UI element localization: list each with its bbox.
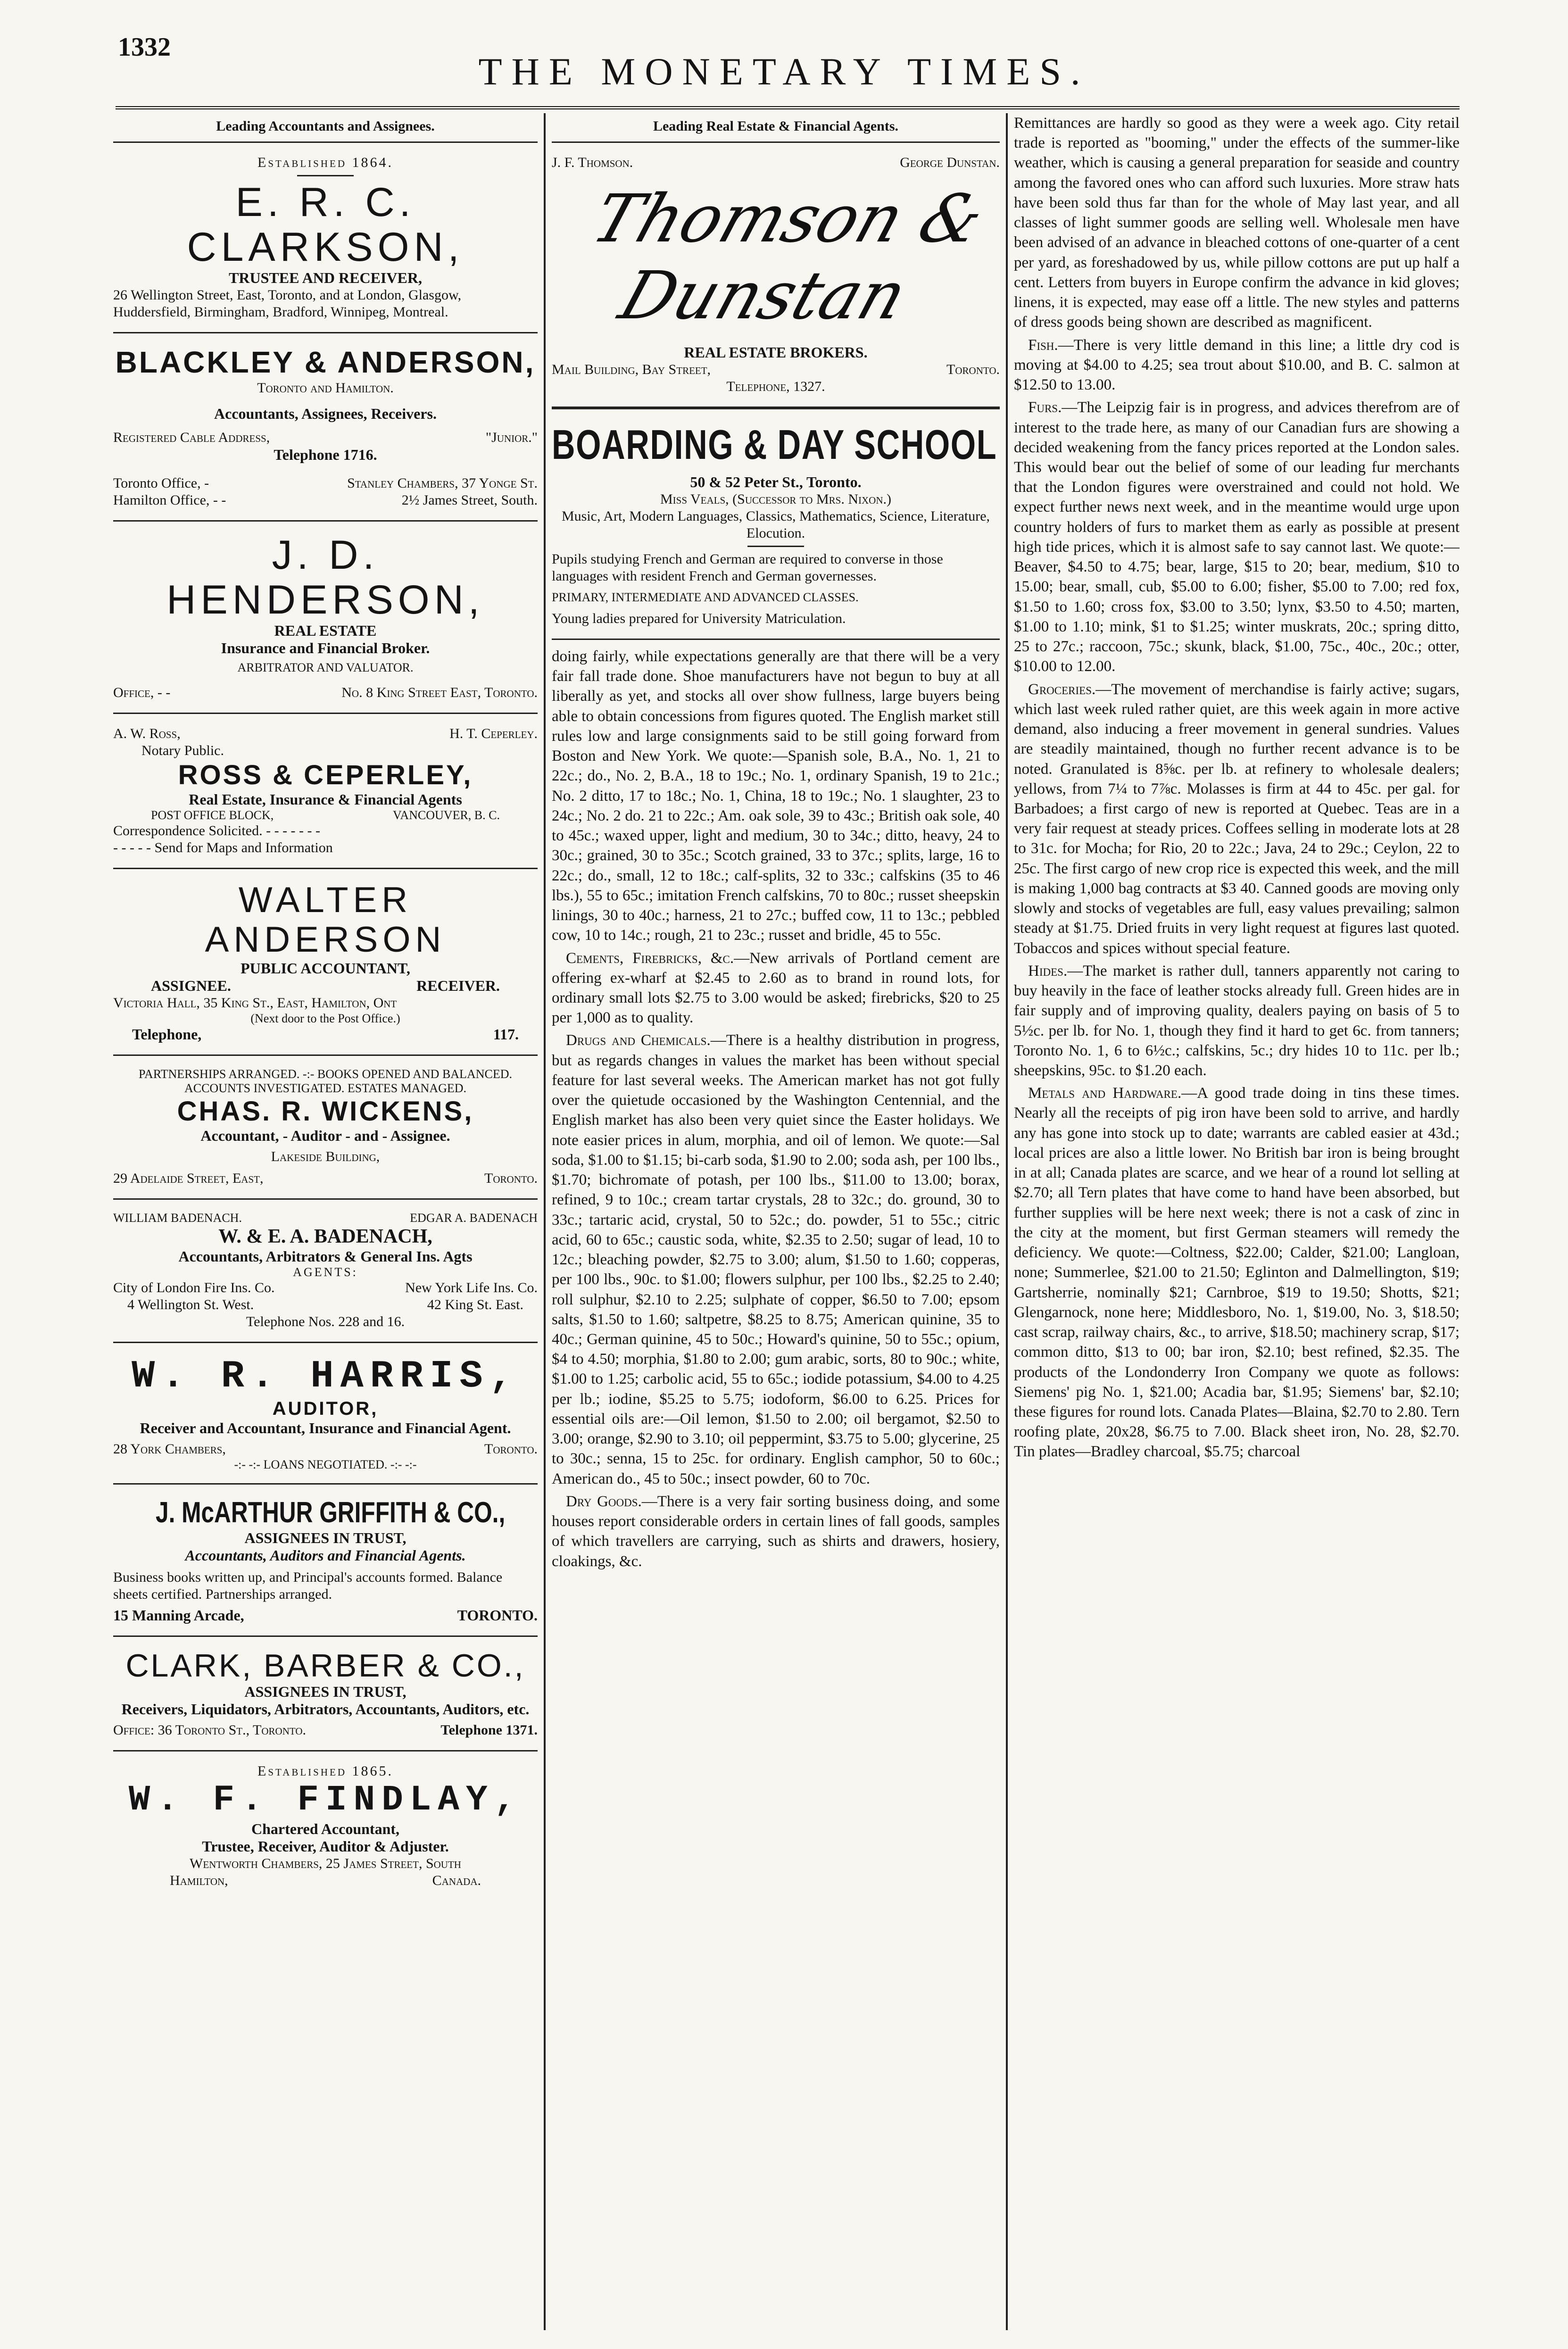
agent-name: City of London Fire Ins. Co. [113, 1279, 275, 1295]
address-left: 15 Manning Arcade, [113, 1606, 244, 1624]
address-left: POST OFFICE BLOCK, [151, 808, 274, 822]
address-right: Toronto. [946, 362, 1000, 377]
market-report [552, 647, 1000, 1571]
paragraph-text: Remittances are hardly so good as they were a week ago. City retail trade is reported as "booming," under the effects of the summer-like weather, which is causing a general preparation for seaside and country among the favored ones who can afford such luxuries. More straw hats have been sold thus far than for the whole of May last year, and all classes of light summer goods are selling well. Wholesale men have been advised of an advance in bleached cottons of one-quarter of a cent per yard, as foreshadowed by us, while pillow cottons are put up half a cent. Letters from buyers in Europe confirm the advance in kid gloves; linens, it is expected, may ease off a little. The new styles and patterns of dress goods being shown are described as magnificent. [1014, 115, 1460, 331]
telephone-row [113, 1026, 538, 1043]
advertiser-description: Business books written up, and Principal's accounts formed. Balance sheets certified. Partnerships arranged. [113, 1569, 503, 1602]
ad-clarkson [113, 149, 538, 325]
report-paragraph [1014, 398, 1460, 676]
paragraph-heading: Furs. [1028, 399, 1062, 416]
divider [113, 868, 538, 869]
address-note: (Next door to the Post Office.) [250, 1011, 400, 1025]
advertiser-name: CHAS. R. WICKENS, [177, 1096, 474, 1127]
agents-row [113, 1279, 538, 1296]
advertiser-role: REAL ESTATE BROKERS. [684, 344, 868, 361]
ad-boarding-school [552, 416, 1000, 632]
agents-label: AGENTS: [293, 1265, 358, 1279]
ad-line: - - - - - Send for Maps and Information [113, 840, 333, 856]
advertiser-role: Insurance and Financial Broker. [221, 639, 430, 657]
cable-address-row [113, 429, 538, 446]
ad-tagline: PARTNERSHIPS ARRANGED. -:- BOOKS OPENED AND BALANCED. ACCOUNTS INVESTIGATED. ESTATES MANAGED. [138, 1067, 512, 1095]
address-right: VANCOUVER, B. C. [392, 808, 500, 822]
office-label: Office, - - [113, 685, 171, 701]
paragraph-text: —A good trade doing in tins these times. Nearly all the receipts of pig iron have been sold to arrive, and hardly any has gone into stock up to date; warrants are cabled easier at 43d.; local prices are also a little lower. No British bar iron is being brought in at all; Canada plates are scarce, and we hear of a round lot selling at $2.70; all Tern plates that have come to hand have been absorbed, but further supplies will be here next week; there is not a cask of zinc in the city at the moment, but first German steamers will remedy the deficiency. We quote:—Coltness, $22.00; Calder, $21.00; Langloan, none; Summerlee, $21.00 to 21.50; Eglinton and Dalmellington, $19; Gartsherrie, nominally $21; Carnbroe, $19 to 19.50; Shotts, $21; Glengarnock, none here; Middlesboro, No. 1, $19.00, No. 3, $18.50; cast scrap, railway chairs, &c., to arrive, $18.50; machinery scrap, $17; common ditto, $13 to 00; bar iron, $2.10; best refined, $2.35. The products of the Londonderry Iron Company we quote as follows: Siemens' pig No. 1, $21.00; Acadia bar, $1.95; Siemens' bar, $2.10; these figures for round lots. Canada Plates—Blaina, $2.70 to 2.80. Tern roofing plate, 20x28, $6.75 to 7.00. Black sheet iron, No. 28, $2.70. Tin plates—Bradley charcoal, $5.75; charcoal [1014, 1085, 1460, 1461]
ad-wickens [113, 1062, 538, 1192]
column-divider [544, 113, 546, 2330]
divider [113, 1054, 538, 1056]
advertiser-role: Trustee, Receiver, Auditor & Adjuster. [202, 1838, 449, 1855]
column-market-report [1014, 113, 1460, 2330]
divider [113, 1750, 538, 1751]
report-paragraph [552, 647, 1000, 946]
paragraph-heading: Fish. [1028, 336, 1058, 354]
page-header [0, 0, 1568, 118]
agent-address: 4 Wellington St. West. [127, 1296, 254, 1312]
report-paragraph [1014, 1083, 1460, 1461]
cable-label: Registered Cable Address, [113, 430, 270, 446]
city-left: Hamilton, [170, 1873, 228, 1889]
ad-ross-ceperley [113, 721, 538, 861]
divider [297, 175, 354, 176]
report-paragraph [1014, 335, 1460, 395]
divider [113, 1198, 538, 1200]
school-university: Young ladies prepared for University Matriculation. [552, 611, 846, 626]
address-left: 29 Adelaide Street, East, [113, 1170, 264, 1186]
partner-name: H. T. Ceperley. [449, 726, 538, 742]
ad-griffith [113, 1491, 538, 1629]
office-row [113, 684, 538, 701]
paragraph-text: —The Leipzig fair is in progress, and advices therefrom are of interest to the trade here, as many of our Canadian furs are showing a decided weakening from the fancy prices reported at the London sales. This would bear out the belief of some of our leading fur merchants that the London figures were overstrained and could not hold. We expect further news next week, and in the meantime would urge upon country holders of furs to market them as early as possible at present high tide prices, which it is almost safe to say cannot last. We quote:—Beaver, $4.50 to 4.75; bear, large, $15 to 20; bear, medium, $10 to 15.00; bear, small, cub, $5.00 to 6.00; fisher, $5.00 to 7.00; red fox, $1.50 to 1.60; cross fox, $3.00 to 3.50; lynx, $3.50 to 4.50; marten, $1.00 to 1.10; mink, $1 to $1.25; winter muskrats, 20c.; spring ditto, 25 to 27c.; raccoon, 75c.; skunk, black, $1.00, 75c., 40c., 20c.; otter, $10.00 to 12.00. [1014, 399, 1460, 675]
advertiser-address: Wentworth Chambers, 25 James Street, South [190, 1856, 461, 1872]
advertiser-name: E. R. C. CLARKSON, [187, 180, 464, 270]
divider [113, 141, 538, 143]
city-row [113, 1872, 538, 1889]
divider [113, 332, 538, 333]
paragraph-heading: Metals and Hardware. [1028, 1085, 1182, 1102]
report-paragraph [552, 1492, 1000, 1571]
advertiser-name: WALTER ANDERSON [205, 880, 446, 960]
partner-title: Notary Public. [141, 743, 224, 759]
paragraph-heading: Groceries. [1028, 681, 1096, 698]
paragraph-text: —There is a healthy distribution in progress, but as regards changes in values the market has been without special feature for last several weeks. The American market has not got fully over the quietude occasioned by the Washington Centennial, and the English market has also been very quiet since the Easter holidays. We note easier prices in alum, morphia, and oil of lemon. We quote:—Sal soda, $1.00 to $1.15; bi-carb soda, $1.90 to 2.00; soda ash, per 100 lbs., $1.70; bichromate of potash, per 100 lbs., $11.00 to 13.00; borax, refined, 9 to 10c.; cream tartar crystals, 28 to 32c.; do. ground, 30 to 33c.; tartaric acid, crystal, 50 to 52c.; do. powder, 51 to 55c.; citric acid, 60 to 65c.; caustic soda, white, $2.35 to 2.50; sugar of lead, 10 to 12c.; bleaching powder, $2.75 to 3.00; alum, $1.50 to 1.60; copperas, per 100 lbs., 90c. to $1.00; flowers sulphur, per 100 lbs., $2.25 to 2.40; roll sulphur, $2.10 to 2.25; sulphate of copper, $6.50 to 7.00; epsom salts, $1.50 to 1.60; saltpetre, $8.25 to 8.75; American quinine, 35 to 40c.; German quinine, 45 to 50c.; Howard's quinine, 50 to 55c.; opium, $4 to 4.50; morphia, $1.80 to 2.00; gum arabic, sorts, 80 to 90c.; white, $1.00 to 1.25; carbolic acid, 55 to 65c.; iodide potassium, $4.00 to 4.25 per lb.; iodine, $5.25 to 5.75; iodoform, $6.00 to 6.25. Prices for essential oils are:—Oil lemon, $1.50 to 2.00; oil bergamot, $2.50 to 3.00; orange, $2.90 to 3.10; oil peppermint, $3.75 to 5.00; glycerine, 25 to 30c.; senna, 15 to 25c. for ordinary. English camphor, 50 to 60c.; American do., 45 to 50c.; insect powder, 60 to 70c. [552, 1032, 1000, 1487]
paragraph-heading: Cements, Firebricks, &c. [566, 949, 734, 967]
city-right: Canada. [432, 1873, 481, 1889]
telephone-value: 117. [493, 1025, 519, 1043]
partners-row [113, 1211, 538, 1225]
header-rule [116, 106, 1460, 109]
column-real-estate [552, 113, 1000, 2330]
ad-clark-barber [113, 1643, 538, 1744]
advertiser-address: 50 & 52 Peter St., Toronto. [690, 473, 862, 490]
office-label: Toronto Office, - [113, 475, 209, 491]
school-subjects: Music, Art, Modern Languages, Classics, Mathematics, Science, Literature, Elocution. [561, 508, 990, 541]
paragraph-heading: Dry Goods. [566, 1493, 642, 1510]
partner-name: J. F. Thomson. [552, 155, 633, 170]
office-row [113, 1722, 538, 1739]
advertiser-role: REAL ESTATE [274, 622, 377, 639]
divider [747, 546, 804, 547]
partner-name: EDGAR A. BADENACH [410, 1211, 538, 1225]
address-row [113, 808, 538, 822]
divider [113, 1635, 538, 1637]
paragraph-text: doing fairly, while expectations generally are that there will be a very fair fall trade done. Shoe manufacturers have not begun to buy at all liberally as yet, and stocks all over show fullness, large buyers being able to obtain concessions from figures quoted. The English market still rules low and large consignments said to be still going forward from Boston and New York. We quote:—Spanish sole, B.A., No. 1, 21 to 22c.; do., No. 2, B.A., 18 to 19c.; No. 1, ordinary Spanish, 19 to 21c.; No. 2 ditto, 17 to 18c.; No. 1, China, 18 to 19c.; No. 1 slaughter, 23 to 24c.; No. 2 do. 21 to 22c.; Am. oak sole, 39 to 43c.; British oak sole, 40 to 45c.; waxed upper, light and medium, 30 to 34c.; ditto, heavy, 24 to 30c.; grained, 30 to 35c.; Scotch grained, 33 to 37c.; splits, large, 16 to 22c.; do., small, 12 to 18c.; calf-splits, 32 to 33c.; calfskins (35 to 46 lbs.), 55 to 65c.; imitation French calfskins, 70 to 80c.; russet sheepskin linings, 30 to 40c.; harness, 21 to 27c.; buffed cow, 11 to 13c.; pebbled cow, 10 to 14c.; rough, 21 to 23c.; russet and bridle, 45 to 55c. [552, 648, 1000, 944]
partner-name: A. W. Ross, [113, 726, 181, 742]
cable-value: "Junior." [485, 430, 538, 446]
advertiser-role: ARBITRATOR AND VALUATOR. [237, 661, 414, 675]
advertiser-name: J. McARTHUR GRIFFITH & CO., [156, 1496, 506, 1529]
section-heading: Leading Real Estate & Financial Agents. [653, 118, 898, 134]
advertiser-name: W. & E. A. BADENACH, [218, 1225, 432, 1247]
role-left: ASSIGNEE. [151, 977, 231, 994]
advertiser-address: Victoria Hall, 35 King St., East, Hamilton, Ont [113, 995, 397, 1011]
address-right: TORONTO. [457, 1606, 538, 1624]
ad-henderson [113, 528, 538, 706]
advertiser-role: Accountant, - Auditor - and - Assignee. [200, 1127, 450, 1144]
report-paragraph [552, 1030, 1000, 1488]
advertiser-name: ROSS & CEPERLEY, [178, 760, 473, 791]
paragraph-text: —The movement of merchandise is fairly active; sugars, which last week ruled rather quiet, are this week again in more active demand, also inducing a freer movement in general sundries. Values are steadily maintained, though no further recent advance is to be noted. Granulated is 8⅝c. per lb. at refinery to wholesale dealers; yellows, from 7¼ to 7⅞c. Molasses is firm at 44 to 45c. per gal. for Barbadoes; a first cargo of new is reported at Quebec. Teas are in a very fair request at steady prices. Coffees selling in moderate lots at 28 to 31c. for Mocha; for Rio, 20 to 22c.; Java, 24 to 29c.; Ceylon, 22 to 25c. The first cargo of new crop rice is expected this week, and the mill is making 1,000 bag contracts at $3 40. Canned goods are moving only slowly and stocks of vegetables are full, easy values prevailing; salmon steady at $1.75. Dried fruits in very light request at figures last quoted. Tobaccos and spices without special feature. [1014, 681, 1460, 957]
column-divider [1006, 113, 1008, 2330]
address-right: Toronto. [484, 1170, 538, 1186]
section-heading: Leading Accountants and Assignees. [216, 118, 435, 134]
telephone: Telephone, 1327. [726, 379, 825, 394]
advertiser-role: Receivers, Liquidators, Arbitrators, Accountants, Auditors, etc. [121, 1701, 530, 1718]
advertiser-role: TRUSTEE AND RECEIVER, [229, 269, 422, 287]
partner-name: WILLIAM BADENACH. [113, 1211, 242, 1225]
partners-row [113, 725, 538, 742]
telephone: Telephone 1716. [274, 446, 377, 464]
divider [113, 520, 538, 522]
ad-tagline: -:- -:- LOANS NEGOTIATED. -:- -:- [234, 1457, 417, 1471]
masthead-title: THE MONETARY TIMES. [478, 50, 1090, 93]
address-right: Toronto. [484, 1441, 538, 1457]
address-row [113, 1607, 538, 1624]
paragraph-text: —There is very little demand in this line; a little dry cod is moving at $4.00 to 4.25; sea trout about $10.00, and B. C. salmon at $12.50 to 13.00. [1014, 336, 1460, 394]
ad-line: Correspondence Solicited. - - - - - - - [113, 823, 321, 839]
partner-name: George Dunstan. [900, 155, 1000, 170]
advertiser-role: Receiver and Accountant, Insurance and Financial Agent. [140, 1419, 511, 1436]
agents-address-row [113, 1296, 538, 1313]
established-line: Established 1865. [257, 1763, 393, 1779]
divider [552, 141, 1000, 143]
ad-walter-anderson [113, 876, 538, 1047]
telephone: Telephone 1371. [440, 1722, 538, 1738]
role-row [113, 977, 538, 995]
office-label: Hamilton Office, - - [113, 492, 226, 508]
telephone: Telephone Nos. 228 and 16. [246, 1313, 405, 1329]
school-note: Pupils studying French and German are required to converse in those languages with resident French and German governesses. [552, 551, 943, 584]
advertiser-role: ASSIGNEES IN TRUST, [244, 1529, 407, 1546]
office-value: 2½ James Street, South. [401, 492, 538, 508]
school-principal: Miss Veals, (Successor to Mrs. Nixon.) [660, 491, 891, 507]
report-paragraph [1014, 680, 1460, 958]
paragraph-heading: Hides. [1028, 962, 1068, 979]
address-left: Mail Building, Bay Street, [552, 362, 711, 377]
divider [552, 639, 1000, 640]
divider [113, 1342, 538, 1343]
ad-thomson-dunstan [552, 149, 1000, 400]
advertiser-building: Lakeside Building, [271, 1148, 380, 1164]
advertiser-role: Chartered Accountant, [251, 1820, 400, 1838]
paragraph-heading: Drugs and Chemicals. [566, 1032, 711, 1049]
partners-row [552, 154, 1000, 171]
office-address: Office: 36 Toronto St., Toronto. [113, 1722, 306, 1738]
advertiser-role: Accountants, Assignees, Receivers. [214, 405, 437, 423]
advertiser-name: BOARDING & DAY SCHOOL [552, 421, 997, 468]
report-paragraph [1014, 961, 1460, 1080]
paragraph-text: —New arrivals of Portland cement are offering ex-wharf at $2.45 to 2.60 as to brand in round lots, for ordinary small lots $2.75 to 3.00 would be asked; firebricks, $20 to 25 per 1,000 as to quality. [552, 949, 1000, 1027]
office-value: No. 8 King Street East, Toronto. [341, 685, 538, 701]
telephone-label: Telephone, [132, 1025, 202, 1043]
office-value: Stanley Chambers, 37 Yonge St. [347, 475, 538, 491]
advertiser-role: Accountants, Auditors and Financial Agents. [185, 1546, 466, 1564]
address-row [552, 361, 1000, 378]
report-paragraph [552, 948, 1000, 1028]
address-row [113, 1441, 538, 1458]
agent-address: 42 King St. East. [427, 1296, 523, 1312]
office-row [113, 492, 538, 509]
page-number: 1332 [118, 33, 171, 62]
advertiser-role: PUBLIC ACCOUNTANT, [241, 959, 410, 977]
advertiser-role: Real Estate, Insurance & Financial Agents [189, 791, 462, 808]
advertiser-name: W. R. HARRIS, [132, 1354, 519, 1398]
ad-blackley [113, 340, 538, 514]
paragraph-text: —The market is rather dull, tanners apparently not caring to buy heavily in the face of leather stocks already full. Green hides are in fair supply and of improving quality, dealers paying on basis of 5 to 5½c. per lb. for No. 1, though they find it hard to get 6c. from tanners; Toronto No. 1, 6 to 6½c.; calfskins, 5c.; dry hides 10 to 11c. per lb.; sheepskins, 95c. to $1.20 each. [1014, 962, 1460, 1079]
paragraph-text: —There is a very fair sorting business doing, and some houses report considerable orders in certain lines of fall goods, samples of which travellers are carrying, such as shirts and drawers, hosiery, cloakings, &c. [552, 1493, 1000, 1570]
divider [113, 1483, 538, 1485]
ad-harris [113, 1350, 538, 1477]
ad-badenach [113, 1206, 538, 1335]
agent-name: New York Life Ins. Co. [405, 1279, 538, 1295]
advertiser-name: CLARK, BARBER & CO., [125, 1647, 525, 1684]
divider [552, 407, 1000, 409]
advertiser-role: AUDITOR, [272, 1398, 379, 1419]
advertiser-name: J. D. HENDERSON, [166, 532, 484, 623]
ad-findlay [113, 1758, 538, 1894]
school-classes: PRIMARY, INTERMEDIATE AND ADVANCED CLASSES. [552, 590, 859, 604]
advertiser-name: BLACKLEY & ANDERSON, [115, 345, 536, 380]
address-row [113, 1170, 538, 1187]
address-left: 28 York Chambers, [113, 1441, 226, 1457]
role-right: RECEIVER. [416, 977, 500, 994]
school-title-row [552, 421, 1000, 469]
signature-logo: Thomson & Dunstan [583, 181, 993, 334]
advertiser-name: W. F. FINDLAY, [128, 1780, 523, 1821]
divider [113, 713, 538, 714]
advertiser-role: ASSIGNEES IN TRUST, [244, 1683, 407, 1701]
advertiser-address: 26 Wellington Street, East, Toronto, and at London, Glasgow, Huddersfield, Birmingham, Bradford, Winnipeg, Montreal. [113, 287, 462, 320]
advertiser-city: Toronto and Hamilton. [257, 380, 394, 396]
market-report [1014, 113, 1460, 1462]
report-paragraph [1014, 113, 1460, 332]
established-line: Established 1864. [257, 155, 393, 170]
advertiser-role: Accountants, Arbitrators & General Ins. Agts [178, 1247, 473, 1265]
office-row [113, 475, 538, 492]
column-accountants [113, 113, 538, 2330]
